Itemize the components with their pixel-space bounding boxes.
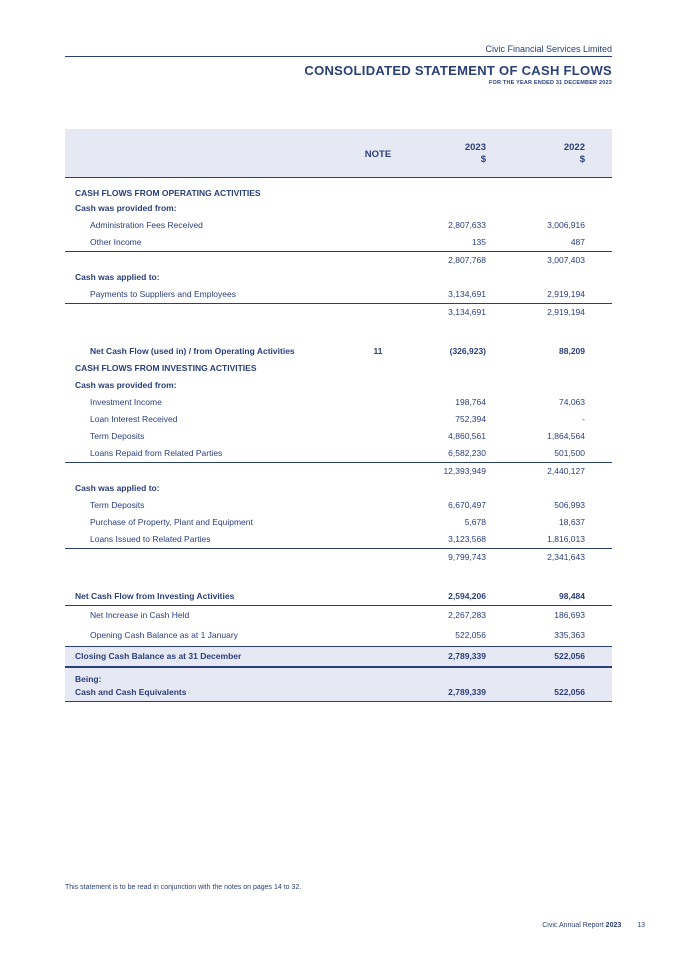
table-row bbox=[65, 200, 612, 217]
row-value-2022: 1,816,013 bbox=[547, 534, 585, 544]
row-value-2023: 2,807,633 bbox=[448, 220, 486, 230]
report-year: 2023 bbox=[605, 922, 622, 929]
note-column-header: NOTE bbox=[364, 149, 392, 160]
row-value-2023: 2,807,768 bbox=[448, 255, 486, 265]
company-name: Civic Financial Services Limited bbox=[485, 44, 612, 54]
row-value-2023: 3,134,691 bbox=[448, 289, 486, 299]
row-label: Purchase of Property, Plant and Equipment bbox=[90, 517, 253, 527]
row-value-2023: 12,393,949 bbox=[443, 466, 486, 476]
footnote: This statement is to be read in conjunction with the notes on pages 14 to 32. bbox=[65, 884, 302, 891]
row-value-2022: - bbox=[582, 414, 585, 424]
table-row bbox=[65, 321, 612, 343]
row-value-2023: 6,582,230 bbox=[448, 448, 486, 458]
table-row bbox=[65, 178, 612, 200]
currency-2022-label: $ bbox=[579, 154, 585, 165]
row-label: Term Deposits bbox=[90, 500, 145, 510]
cash-flow-table bbox=[65, 129, 612, 702]
row-label: Term Deposits bbox=[90, 431, 145, 441]
table-row bbox=[65, 625, 612, 647]
table-header bbox=[65, 129, 612, 178]
cash-equivalents-2022: 522,056 bbox=[554, 687, 585, 697]
page-title: CONSOLIDATED STATEMENT OF CASH FLOWS bbox=[304, 63, 612, 78]
row-value-2022: 88,209 bbox=[559, 346, 585, 356]
cash-equivalents-2023: 2,789,339 bbox=[448, 687, 486, 697]
table-row bbox=[65, 514, 612, 531]
table-row bbox=[65, 343, 612, 360]
row-value-2023: 4,860,561 bbox=[448, 431, 486, 441]
row-value-2023: 198,764 bbox=[455, 397, 486, 407]
row-value-2023: 522,056 bbox=[455, 630, 486, 640]
being-section bbox=[65, 667, 612, 702]
row-value-2023: 2,789,339 bbox=[448, 651, 486, 661]
row-value-2023: 135 bbox=[471, 237, 486, 247]
table-row bbox=[65, 394, 612, 411]
row-label: Administration Fees Received bbox=[90, 220, 203, 230]
page-subtitle: FOR THE YEAR ENDED 31 DECEMBER 2023 bbox=[488, 80, 612, 86]
table-body bbox=[65, 178, 612, 667]
row-label: CASH FLOWS FROM OPERATING ACTIVITIES bbox=[75, 188, 261, 198]
row-value-2022: 3,007,403 bbox=[547, 255, 585, 265]
row-label: Cash was applied to: bbox=[75, 272, 160, 282]
row-label: Payments to Suppliers and Employees bbox=[90, 289, 236, 299]
row-value-2022: 18,637 bbox=[559, 517, 585, 527]
page-number: 13 bbox=[637, 922, 645, 929]
table-row bbox=[65, 411, 612, 428]
year-2022-label: 2022 bbox=[563, 142, 585, 153]
table-row bbox=[65, 549, 612, 566]
row-label: Cash was provided from: bbox=[75, 203, 177, 213]
row-value-2022: 1,864,564 bbox=[547, 431, 585, 441]
table-row bbox=[65, 588, 612, 606]
row-label: Cash was applied to: bbox=[75, 483, 160, 493]
row-label: Net Increase in Cash Held bbox=[90, 610, 190, 620]
row-value-2023: 752,394 bbox=[455, 414, 486, 424]
table-row bbox=[65, 445, 612, 463]
row-value-2022: 2,440,127 bbox=[547, 466, 585, 476]
row-value-2022: 501,500 bbox=[554, 448, 585, 458]
table-row bbox=[65, 428, 612, 445]
row-value-2022: 2,341,643 bbox=[547, 552, 585, 562]
table-row bbox=[65, 217, 612, 234]
being-label: Being: bbox=[75, 674, 102, 684]
table-row bbox=[65, 377, 612, 394]
currency-2023-label: $ bbox=[480, 154, 486, 165]
row-label: Net Cash Flow from Investing Activities bbox=[75, 591, 235, 601]
row-value-2022: 335,363 bbox=[554, 630, 585, 640]
row-label: Investment Income bbox=[90, 397, 162, 407]
row-label: Loan Interest Received bbox=[90, 414, 178, 424]
row-label: Cash was provided from: bbox=[75, 380, 177, 390]
table-row bbox=[65, 480, 612, 497]
table-row bbox=[65, 286, 612, 304]
row-value-2022: 3,006,916 bbox=[547, 220, 585, 230]
table-row bbox=[65, 360, 612, 377]
year-2023-column-header bbox=[465, 142, 486, 166]
table-row bbox=[65, 606, 612, 625]
table-row bbox=[65, 269, 612, 286]
table-row bbox=[65, 234, 612, 252]
table-row bbox=[65, 647, 612, 667]
header-divider bbox=[65, 56, 612, 57]
table-row bbox=[65, 463, 612, 480]
report-name: Civic Annual Report bbox=[542, 922, 604, 929]
table-row bbox=[65, 531, 612, 549]
row-value-2023: 9,799,743 bbox=[448, 552, 486, 562]
table-row bbox=[65, 252, 612, 269]
table-row bbox=[65, 566, 612, 588]
year-2022-column-header bbox=[564, 142, 585, 166]
row-label: Loans Repaid from Related Parties bbox=[90, 448, 223, 458]
row-value-2023: 2,267,283 bbox=[448, 610, 486, 620]
row-value-2023: 3,123,568 bbox=[448, 534, 486, 544]
row-value-2022: 506,993 bbox=[554, 500, 585, 510]
row-value-2022: 74,063 bbox=[559, 397, 585, 407]
row-value-2023: 6,670,497 bbox=[448, 500, 486, 510]
row-label: Closing Cash Balance as at 31 December bbox=[75, 651, 242, 661]
page-footer bbox=[542, 922, 645, 929]
row-value-2023: 3,134,691 bbox=[448, 307, 486, 317]
row-value-2023: (326,923) bbox=[449, 346, 486, 356]
row-value-2022: 522,056 bbox=[554, 651, 585, 661]
table-row bbox=[65, 497, 612, 514]
row-label: Other Income bbox=[90, 237, 142, 247]
row-value-2022: 98,484 bbox=[559, 591, 585, 601]
row-label: Net Cash Flow (used in) / from Operating Activities bbox=[90, 346, 295, 356]
cash-equivalents-label: Cash and Cash Equivalents bbox=[75, 687, 187, 697]
row-label: Loans Issued to Related Parties bbox=[90, 534, 211, 544]
row-label: Opening Cash Balance as at 1 January bbox=[90, 630, 238, 640]
row-label: CASH FLOWS FROM INVESTING ACTIVITIES bbox=[75, 363, 257, 373]
table-row bbox=[65, 304, 612, 321]
row-value-2023: 5,678 bbox=[464, 517, 486, 527]
row-value-2023: 2,594,206 bbox=[448, 591, 486, 601]
row-value-2022: 2,919,194 bbox=[547, 307, 585, 317]
row-value-2022: 2,919,194 bbox=[547, 289, 585, 299]
row-value-2022: 186,693 bbox=[554, 610, 585, 620]
year-2023-label: 2023 bbox=[464, 142, 486, 153]
row-value-2022: 487 bbox=[570, 237, 585, 247]
row-note: 11 bbox=[373, 346, 383, 356]
